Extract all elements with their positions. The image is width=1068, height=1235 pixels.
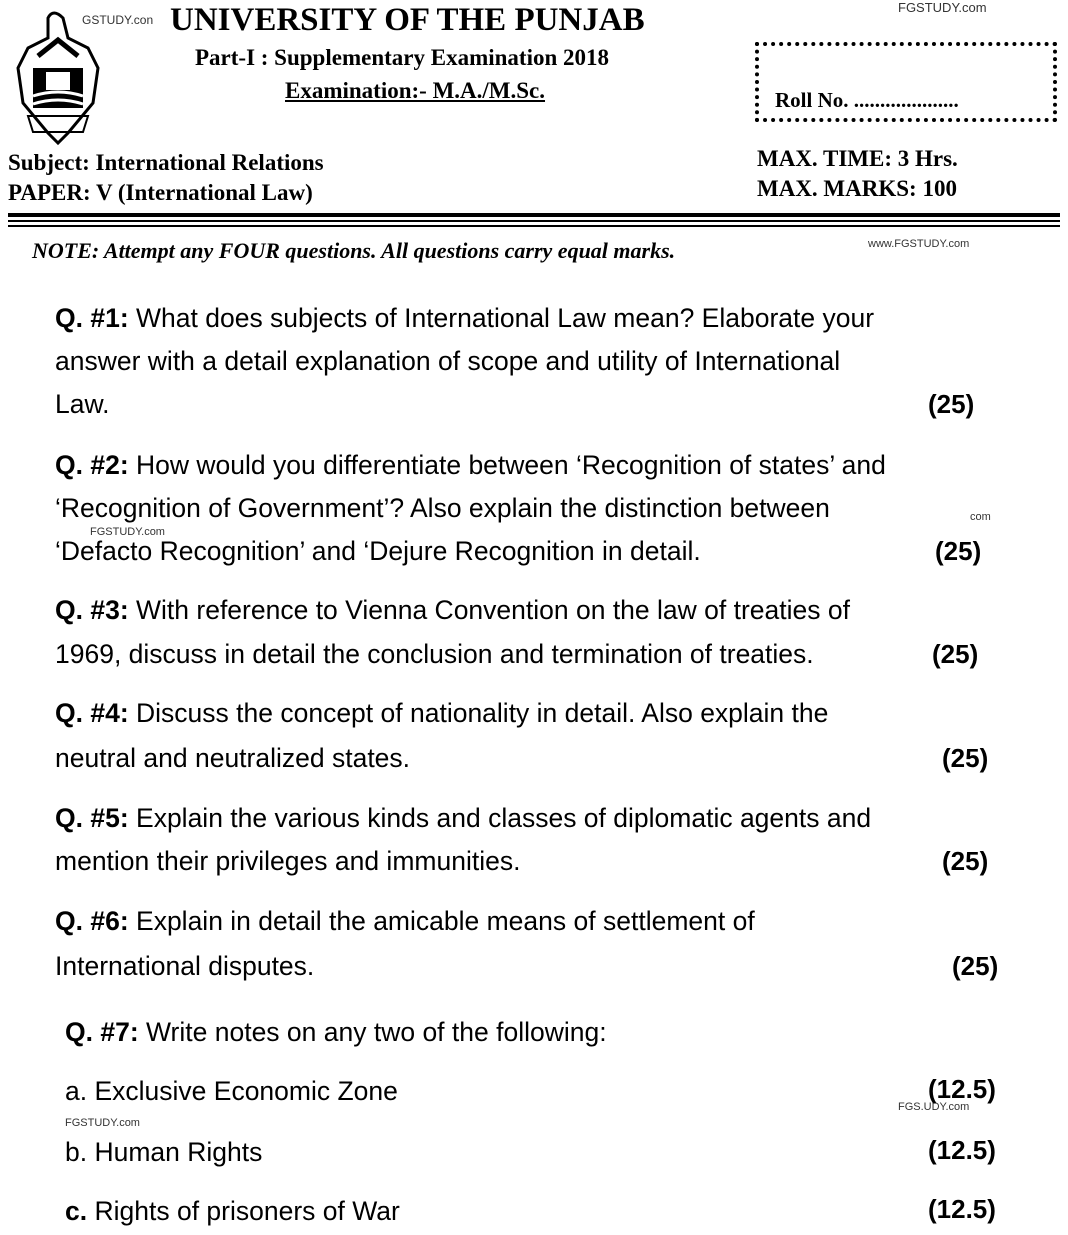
question-5 xyxy=(55,803,871,833)
note-marks: (12.5) xyxy=(928,1135,996,1165)
question-number: Q. #6: xyxy=(55,906,129,936)
question-text: Write notes on any two of the following: xyxy=(146,1017,607,1047)
max-marks: MAX. MARKS: 100 xyxy=(757,176,957,201)
question-text: What does subjects of International Law mean? Elaborate your xyxy=(136,303,875,333)
question-text: Law. xyxy=(55,389,110,419)
question-text: ‘Recognition of Government’? Also explain the distinction between xyxy=(55,493,830,523)
question-number: Q. #5: xyxy=(55,803,129,833)
divider xyxy=(8,225,1060,227)
question-marks: (25) xyxy=(932,639,979,669)
question-number: Q. #4: xyxy=(55,698,129,728)
note-marks: (12.5) xyxy=(928,1074,996,1104)
question-marks: (25) xyxy=(942,846,989,876)
question-text: Explain in detail the amicable means of settlement of xyxy=(136,906,755,936)
question-1 xyxy=(55,303,874,333)
note-item-c xyxy=(65,1196,400,1226)
note-label: c. xyxy=(65,1196,88,1226)
question-marks: (25) xyxy=(952,951,999,981)
question-text: With reference to Vienna Convention on the law of treaties of xyxy=(136,595,850,625)
question-number: Q. #3: xyxy=(55,595,129,625)
note-text: Human Rights xyxy=(94,1137,263,1167)
subject: Subject: International Relations xyxy=(8,150,324,175)
watermark: FGSTUDY.com xyxy=(65,1117,140,1129)
question-text: International disputes. xyxy=(55,951,315,981)
university-crest-logo xyxy=(8,8,108,148)
note-marks: (12.5) xyxy=(928,1194,996,1224)
watermark: FGS.UDY.com xyxy=(898,1101,970,1113)
question-text: neutral and neutralized states. xyxy=(55,743,411,773)
question-6 xyxy=(55,906,755,936)
question-number: Q. #2: xyxy=(55,450,129,480)
watermark: FGSTUDY.com xyxy=(90,526,165,538)
note-item-b xyxy=(65,1137,262,1167)
question-number: Q. #7: xyxy=(65,1017,139,1047)
question-text: 1969, discuss in detail the conclusion and termination of treaties. xyxy=(55,639,814,669)
question-marks: (25) xyxy=(935,536,982,566)
roll-number-label: Roll No. .................... xyxy=(775,88,959,112)
roll-number-box xyxy=(755,42,1057,122)
paper: PAPER: V (International Law) xyxy=(8,180,313,205)
exam-part: Part-I : Supplementary Examination 2018 xyxy=(195,45,609,70)
question-text: answer with a detail explanation of scope and utility of International xyxy=(55,346,841,376)
note-label: b. xyxy=(65,1137,88,1167)
watermark: GSTUDY.con xyxy=(82,13,154,27)
question-2 xyxy=(55,450,886,480)
question-text: Discuss the concept of nationality in detail. Also explain the xyxy=(136,698,829,728)
question-3 xyxy=(55,595,850,625)
question-marks: (25) xyxy=(928,389,975,419)
exam-note: NOTE: Attempt any FOUR questions. All questions carry equal marks. xyxy=(32,238,676,263)
watermark: FGSTUDY.com xyxy=(898,0,987,15)
note-text: Rights of prisoners of War xyxy=(94,1196,400,1226)
max-time: MAX. TIME: 3 Hrs. xyxy=(757,146,958,171)
divider xyxy=(8,220,1060,222)
question-text: How would you differentiate between ‘Recognition of states’ and xyxy=(136,450,886,480)
university-title: UNIVERSITY OF THE PUNJAB xyxy=(170,2,645,38)
question-number: Q. #1: xyxy=(55,303,129,333)
watermark: www.FGSTUDY.com xyxy=(868,238,970,250)
question-text: Explain the various kinds and classes of diplomatic agents and xyxy=(136,803,872,833)
question-marks: (25) xyxy=(942,743,989,773)
note-item-a xyxy=(65,1076,398,1106)
note-text: Exclusive Economic Zone xyxy=(94,1076,398,1106)
question-4 xyxy=(55,698,828,728)
note-label: a. xyxy=(65,1076,88,1106)
divider xyxy=(8,213,1060,217)
exam-type: Examination:- M.A./M.Sc. xyxy=(285,78,546,103)
question-text: mention their privileges and immunities. xyxy=(55,846,521,876)
question-7 xyxy=(65,1017,607,1047)
watermark: com xyxy=(970,511,991,523)
question-text: ‘Defacto Recognition’ and ‘Dejure Recognition in detail. xyxy=(55,536,701,566)
